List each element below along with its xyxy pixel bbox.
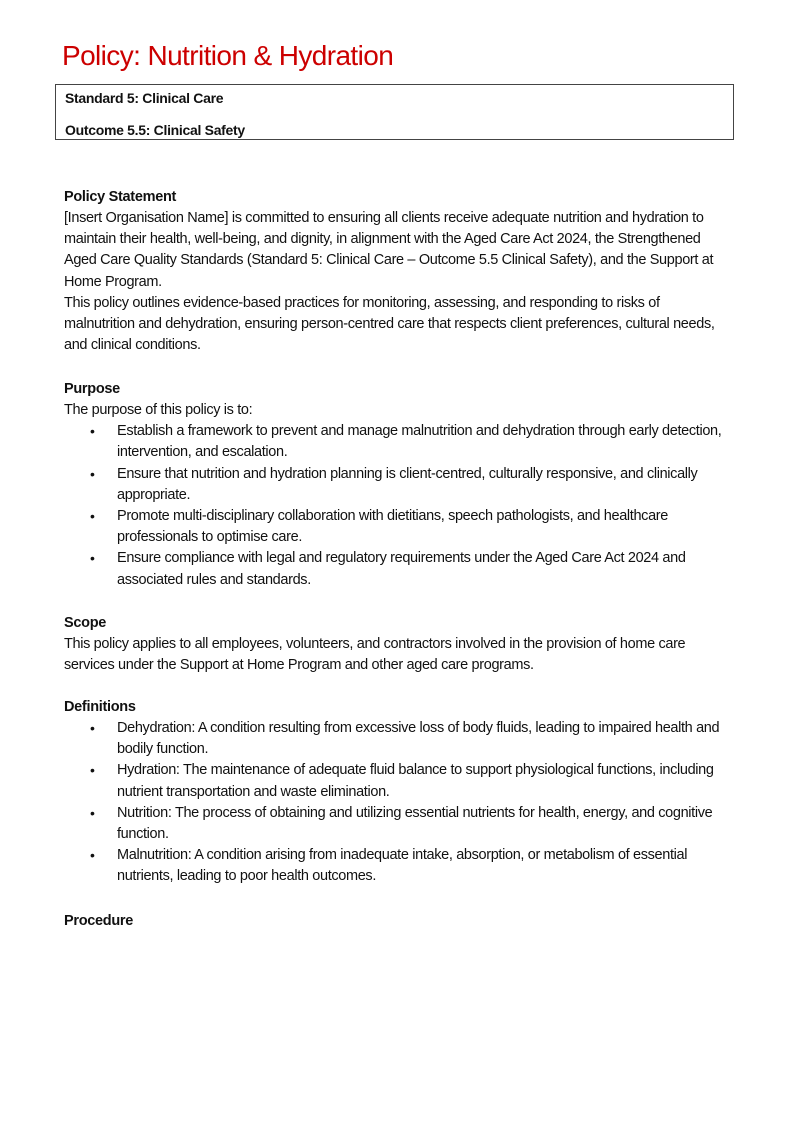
policy-statement-paragraph-1: [Insert Organisation Name] is committed to ensuring all clients receive adequate nutrition and hydration to maintain their health, well-being, and dignity, in alignment with the Aged Care Act 2024, the Strengthened Aged Care Quality Standards (Standard 5: Clinical Care – Outcome 5.5 Clinical Safety), and the Support at Home Program. [64, 210, 714, 290]
section-heading-definitions: Definitions [64, 699, 136, 715]
page-title: Policy: Nutrition & Hydration [62, 40, 394, 71]
list-item-text: Ensure compliance with legal and regulatory requirements under the Aged Care Act 2024 and associated rules and standards. [117, 550, 686, 588]
section-heading-policy-statement: Policy Statement [64, 189, 177, 205]
list-item [64, 718, 727, 760]
outcome-label: Outcome 5.5: Clinical Safety [65, 122, 245, 138]
bullet-icon: • [90, 550, 95, 567]
bullet-icon: • [90, 720, 95, 736]
list-item [64, 845, 727, 887]
list-item-text: Malnutrition: A condition arising from inadequate intake, absorption, or metabolism of essential nutrients, leading to poor health outcomes. [117, 847, 688, 885]
policy-statement-paragraph-2: This policy outlines evidence-based practices for monitoring, assessing, and responding to risks of malnutrition and dehydration, ensuring person-centred care that respects client preferences, cultural needs, and clinical conditions. [64, 294, 715, 354]
definitions-section [64, 697, 734, 888]
bullet-icon: • [90, 762, 95, 779]
standard-outcome-box [55, 84, 734, 140]
section-heading-scope: Scope [64, 615, 107, 631]
list-item [64, 548, 727, 590]
section-heading-procedure: Procedure [64, 913, 134, 929]
list-item [64, 506, 727, 548]
bullet-icon: • [90, 465, 95, 482]
list-item [64, 803, 727, 845]
list-item-text: Dehydration: A condition resulting from excessive loss of body fluids, leading to impaired health and bodily function. [117, 720, 720, 758]
bullet-icon: • [90, 423, 95, 440]
bullet-icon: • [90, 508, 95, 525]
list-item-text: Ensure that nutrition and hydration planning is client-centred, culturally responsive, and clinically appropriate. [117, 465, 698, 503]
list-item [64, 464, 727, 506]
bullet-icon: • [90, 804, 95, 821]
standard-label: Standard 5: Clinical Care [65, 90, 224, 106]
list-item-text: Hydration: The maintenance of adequate fluid balance to support physiological functions, including nutrient transportation and waste elimination. [117, 762, 714, 800]
policy-statement-section [64, 187, 734, 356]
list-item [64, 760, 727, 802]
list-item-text: Nutrition: The process of obtaining and utilizing essential nutrients for health, energy, and cognitive function. [117, 804, 713, 843]
purpose-intro: The purpose of this policy is to: [64, 402, 253, 418]
list-item-text: Establish a framework to prevent and manage malnutrition and dehydration through early detection, intervention, and escalation. [117, 423, 722, 461]
bullet-icon: • [90, 847, 95, 864]
scope-section [64, 613, 734, 676]
scope-text: This policy applies to all employees, volunteers, and contractors involved in the provision of home care services under the Support at Home Program and other aged care programs. [64, 636, 686, 674]
purpose-list [64, 421, 734, 591]
procedure-section [64, 911, 734, 932]
list-item-text: Promote multi-disciplinary collaboration with dietitians, speech pathologists, and healthcare professionals to optimise care. [117, 508, 668, 546]
purpose-section [64, 379, 734, 591]
section-heading-purpose: Purpose [64, 381, 120, 397]
list-item [64, 421, 727, 463]
definitions-list [64, 718, 734, 888]
